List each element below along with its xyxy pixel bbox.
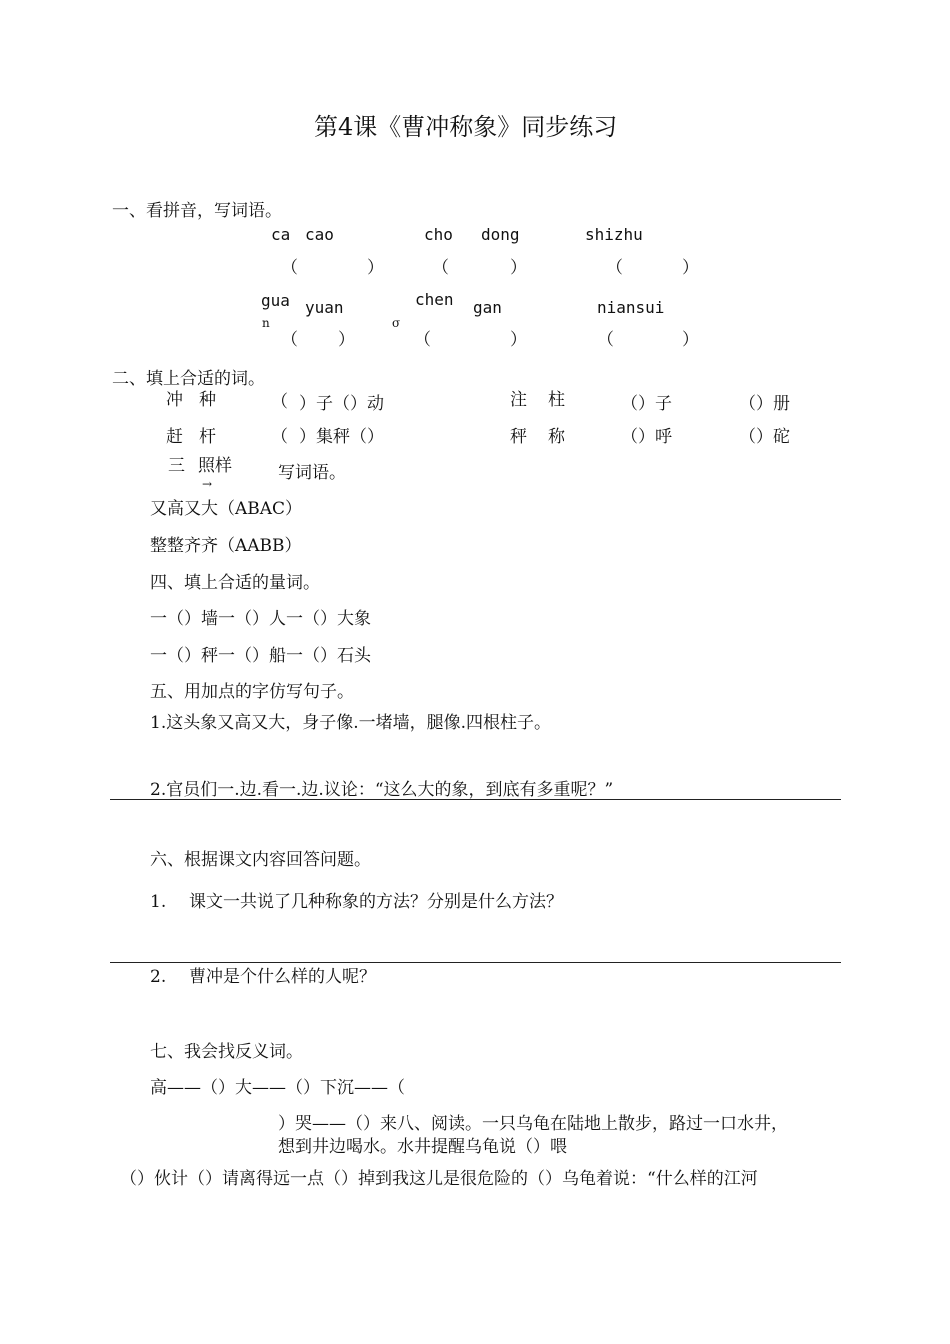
word-gan-pole: 杆: [199, 427, 216, 447]
answer-blank-3-close: ）: [682, 258, 699, 278]
pinyin-n: n: [262, 316, 270, 330]
pinyin-sigma: σ: [392, 316, 401, 330]
antonym-reading-line-2: ）哭——（）来八、阅读。一只乌龟在陆地上散步，路过一口水井，: [278, 1114, 788, 1134]
pinyin-chen: chen: [415, 290, 454, 309]
fill-blank-text-2: ）集秤（）: [299, 427, 384, 447]
answer-blank-6-open[interactable]: （: [597, 330, 614, 350]
pinyin-gua: gua: [261, 291, 290, 310]
fill-blank-open-2[interactable]: （: [271, 427, 288, 447]
pinyin-yuan: yuan: [305, 298, 344, 317]
question-2-text: 曹冲是个什么样的人呢？: [189, 967, 376, 987]
fill-blank-ce[interactable]: （）册: [739, 394, 790, 414]
fill-blank-open[interactable]: （: [271, 392, 288, 412]
section-5-heading: 五、用加点的字仿写句子。: [150, 682, 354, 702]
sentence-question-2: 2.官员们一.边.看一.边.议论：“这么大的象，到底有多重呢？”: [150, 780, 614, 800]
section-7-heading: 七、我会找反义词。: [150, 1042, 303, 1062]
measure-line-2: 一（）秤一（）船一（）石头: [150, 646, 371, 666]
fill-blank-text: ）子（）动: [299, 394, 384, 414]
section-2-heading: 二、填上合适的词。: [112, 369, 265, 389]
word-cheng-scale: 秤: [510, 427, 527, 447]
antonym-line-1: 高——（）大——（）下沉——（: [150, 1078, 405, 1098]
answer-blank-1-close: ）: [367, 258, 384, 278]
fill-blank-tuo[interactable]: （）砣: [739, 427, 790, 447]
answer-line-1[interactable]: [110, 799, 841, 800]
answer-blank-1-open[interactable]: （: [281, 258, 298, 278]
word-chong: 冲: [166, 390, 183, 410]
answer-blank-6-close: ）: [682, 330, 699, 350]
pinyin-niansui: niansui: [597, 298, 665, 317]
word-zhu-pillar: 柱: [548, 390, 565, 410]
section-1-heading: 一、看拼音，写词语。: [112, 201, 282, 221]
pinyin-cho: cho: [424, 225, 453, 244]
section-6-heading: 六、根据课文内容回答问题。: [150, 850, 371, 870]
pinyin-dong: dong: [481, 225, 520, 244]
answer-blank-2-open[interactable]: （: [432, 258, 449, 278]
answer-blank-4-close: ）: [338, 330, 355, 350]
fill-blank-zi[interactable]: （）子: [621, 394, 672, 414]
answer-blank-3-open[interactable]: （: [606, 258, 623, 278]
sentence-question-1: 1.这头象又高又大，身子像.一堵墙，腿像.四根柱子。: [150, 713, 552, 733]
word-gan-rush: 赶: [166, 427, 183, 447]
pinyin-gan: gan: [473, 298, 502, 317]
question-1-text: 课文一共说了几种称象的方法？分别是什么方法？: [189, 892, 563, 912]
reading-line-3: 想到井边喝水。水井提醒乌龟说（）喂: [278, 1137, 567, 1157]
pattern-abac: 又高又大（ABAC）: [150, 499, 303, 519]
pinyin-shizhu: shizhu: [585, 225, 643, 244]
pattern-aabb: 整整齐齐（AABB）: [150, 536, 302, 556]
answer-blank-4-open[interactable]: （: [281, 330, 298, 350]
arrow-icon: →: [202, 477, 213, 491]
question-1-number: 1.: [150, 892, 167, 912]
pinyin-cao: cao: [305, 225, 334, 244]
question-2-number: 2.: [150, 967, 167, 987]
word-zhu-water: 注: [510, 390, 527, 410]
pinyin-ca: ca: [271, 225, 291, 244]
fill-blank-hu[interactable]: （）呼: [621, 427, 672, 447]
reading-line-4: （）伙计（）请离得远一点（）掉到我这儿是很危险的（）乌龟着说：“什么样的江河: [120, 1169, 758, 1189]
page-title: 第4课《曹冲称象》同步练习: [314, 113, 618, 141]
section-3-heading-zhaoyang: 照样: [198, 456, 232, 476]
measure-line-1: 一（）墙一（）人一（）大象: [150, 609, 371, 629]
answer-blank-5-open[interactable]: （: [414, 330, 431, 350]
section-3-heading-rest: 写词语。: [278, 463, 346, 483]
answer-blank-2-close: ）: [510, 258, 527, 278]
answer-blank-5-close: ）: [510, 330, 527, 350]
word-cheng-weigh: 称: [548, 427, 565, 447]
section-3-heading-num: 三: [168, 456, 185, 476]
word-zhong: 种: [199, 390, 216, 410]
section-4-heading: 四、填上合适的量词。: [150, 573, 320, 593]
answer-line-2[interactable]: [110, 962, 841, 963]
